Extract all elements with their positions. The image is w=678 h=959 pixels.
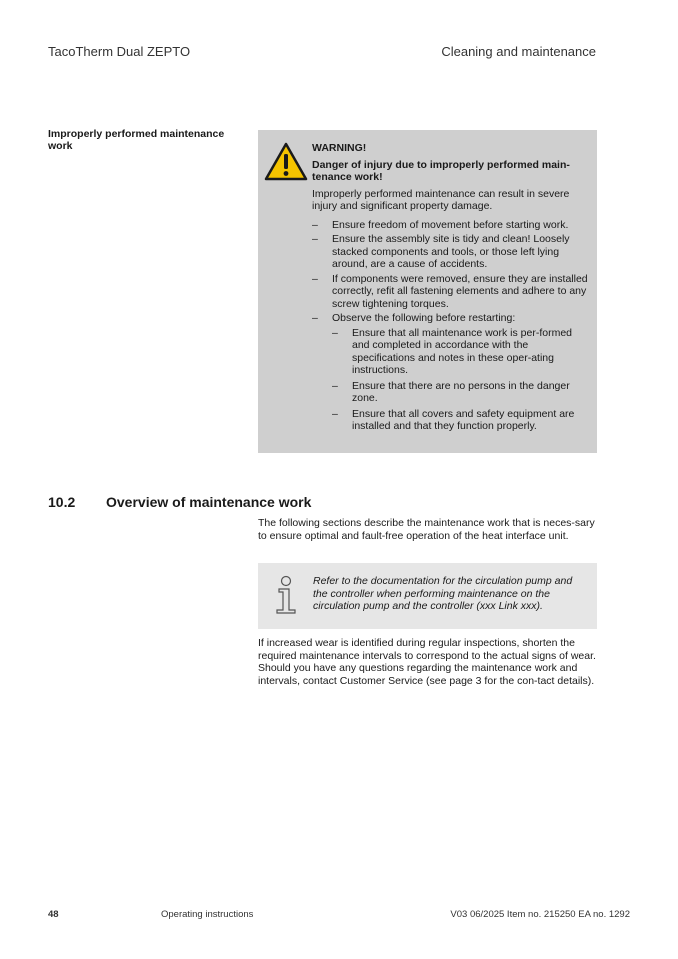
warning-item: – Ensure the assembly site is tidy and clean! Loosely stacked components and tools, or those left lying around, are a cause of accidents. <box>312 233 590 271</box>
page-number: 48 <box>48 909 59 920</box>
section-number: 10.2 <box>48 494 76 510</box>
warning-title: WARNING! <box>312 142 367 154</box>
footer-doc-type: Operating instructions <box>161 909 254 920</box>
warning-list <box>312 219 590 433</box>
warning-sublist <box>332 327 590 433</box>
warning-subitem: – Ensure that there are no persons in the danger zone. <box>332 380 590 405</box>
warning-subitem: – Ensure that all covers and safety equipment are installed and that they function properly. <box>332 408 590 433</box>
section-title: Overview of maintenance work <box>106 494 312 510</box>
warning-content <box>312 142 590 436</box>
info-icon <box>274 575 298 615</box>
warning-item-text: Observe the following before restarting: <box>332 312 516 324</box>
warning-box <box>258 130 597 453</box>
header-chapter: Cleaning and maintenance <box>441 44 596 59</box>
header-product: TacoTherm Dual ZEPTO <box>48 44 191 59</box>
info-text: Refer to the documentation for the circulation pump and the controller when performing maintenance on the circulation pump and the controller (xxx Link xxx). <box>313 575 573 612</box>
warning-triangle-icon <box>264 142 308 182</box>
info-box <box>258 563 597 629</box>
warning-description: Improperly performed maintenance can result in severe injury and significant property damage. <box>312 187 570 212</box>
warning-subitem: – Ensure that all maintenance work is per-formed and completed in accordance with the specifications and notes in these oper-ating instructions. <box>332 327 590 377</box>
warning-item: – If components were removed, ensure they are installed correctly, refit all fastening elements and adhere to any screw tightening torques. <box>312 273 590 311</box>
footer-version: V03 06/2025 Item no. 215250 EA no. 1292 <box>450 909 630 920</box>
warning-item-restart <box>312 312 590 433</box>
warning-item: – Ensure freedom of movement before starting work. <box>312 219 590 232</box>
warning-subtitle: Danger of injury due to improperly performed main-tenance work! <box>312 158 570 183</box>
section-intro: The following sections describe the maintenance work that is neces-sary to ensure optimal and fault-free operation of the heat interface unit. <box>258 517 595 542</box>
section-paragraph: If increased wear is identified during regular inspections, shorten the required maintenance intervals to correspond to the actual signs of wear. Should you have any questions regarding the maintenance work and intervals, contact Customer Service (see page 3 for the con-tact details). <box>258 637 596 687</box>
side-label: Improperly performed maintenance work <box>48 128 225 152</box>
